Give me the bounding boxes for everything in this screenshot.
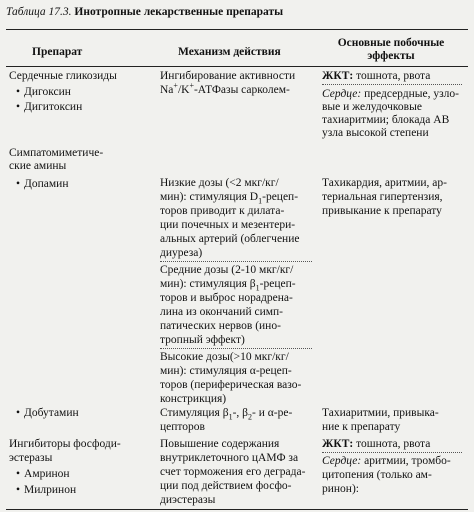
table-title: Инотропные лекарственные препараты [74, 6, 284, 18]
separator [160, 261, 312, 262]
top-rule [6, 29, 468, 30]
mech-mid-5: патических нервов (ино- [160, 320, 281, 332]
mech-mid-6: тропный эффект) [160, 334, 245, 346]
eff-pde-4: ринон): [322, 483, 359, 495]
mech-low-4: ции почечных и мезентери- [160, 219, 296, 231]
eff-glycosides-1: ЖКТ: тошнота, рвота [322, 70, 431, 82]
header-mechanism: Механизм действия [178, 46, 281, 58]
mech-mid-2: мин): стимуляция $\beta_1-рецеп-$ [160, 278, 296, 293]
mech-dobutamine-2: цепторов [160, 421, 205, 433]
drug-dopamine: • Допамин [16, 178, 68, 191]
eff-glycosides-4: тахиаритмии; блокада АВ [322, 114, 450, 126]
mech-mid-1: Средние дозы (2-10 мкг/кг/ [160, 264, 294, 276]
mech-mid-4: лина из окончаний симп- [160, 306, 284, 318]
mech-low-5: альных артерий (облегчение [160, 233, 300, 245]
eff-dopamine-2: териальная гипертензия, [322, 191, 443, 203]
drug-dobutamine: • Добутамин [16, 407, 79, 420]
mech-high-3: торов (периферическая вазо- [160, 379, 302, 391]
mech-pde-1: Повышение содержания [160, 438, 280, 450]
group-sympathomimetic-1: Симпатомиметиче- [9, 147, 104, 159]
mech-dobutamine-1: Стимуляция $\beta_1-$, $\beta_2-$ и α-ре- [160, 407, 293, 422]
mech-mid-3: торов и выброс норадрена- [160, 292, 293, 304]
eff-pde-2: Сердце: аритмии, тромбо- [322, 455, 451, 467]
drug-digoxin: • Дигоксин [16, 86, 71, 99]
table-caption [6, 6, 283, 18]
drug-amrinone: • Амринон [16, 468, 70, 481]
eff-dobutamine-1: Тахиаритмии, привыка- [322, 407, 439, 419]
eff-dobutamine-2: ние к препарату [322, 421, 401, 433]
mech-pde-2: внутриклеточного цАМФ за [160, 452, 299, 464]
mech-low-6: диуреза) [160, 247, 203, 259]
drug-milrinone: • Милринон [16, 484, 76, 497]
eff-pde-1: ЖКТ: тошнота, рвота [322, 438, 431, 450]
mech-glycosides-1: Ингибирование активности [160, 70, 296, 82]
mech-low-3: торов приводит к дилата- [160, 205, 285, 217]
group-sympathomimetic-2: ские амины [9, 160, 67, 172]
mech-glycosides-2: Na+/K+-АТФазы сарколем- [160, 81, 290, 96]
table-label: Таблица 17.3. [6, 6, 72, 18]
bottom-rule [6, 509, 468, 510]
mech-low-2: мин): стимуляция $D_1-рецеп-$ [160, 191, 299, 206]
group-glycosides: Сердечные гликозиды [9, 70, 117, 82]
mech-pde-3: счет торможения его деграда- [160, 466, 306, 478]
separator [322, 84, 462, 85]
group-pde-1: Ингибиторы фосфоди- [9, 438, 121, 450]
mech-pde-5: диэстеразы [160, 494, 216, 506]
mech-pde-4: ции под действием фосфо- [160, 480, 292, 492]
mech-high-2: мин): стимуляция α-рецеп- [160, 365, 292, 377]
separator [322, 452, 462, 453]
mech-low-1: Низкие дозы (<2 мкг/кг/ [160, 177, 279, 189]
eff-dopamine-1: Тахикардия, аритмии, ар- [322, 177, 447, 189]
eff-glycosides-3: вые и желудочковые [322, 101, 422, 113]
mech-high-1: Высокие дозы(>10 мкг/кг/ [160, 351, 289, 363]
header-effects: Основные побочные эффекты [337, 37, 445, 62]
separator [160, 348, 312, 349]
drug-digitoxin: • Дигитоксин [16, 101, 82, 114]
eff-glycosides-2: Сердце: предсердные, узло- [322, 88, 459, 100]
eff-dopamine-3: привыкание к препарату [322, 205, 442, 217]
mech-high-4: констрикция) [160, 393, 227, 405]
group-pde-2: эстеразы [9, 452, 53, 464]
eff-glycosides-5: узла высокой степени [322, 127, 429, 139]
header-drug: Препарат [32, 46, 83, 58]
eff-pde-3: цитопения (только ам- [322, 469, 432, 481]
header-rule [6, 66, 468, 67]
